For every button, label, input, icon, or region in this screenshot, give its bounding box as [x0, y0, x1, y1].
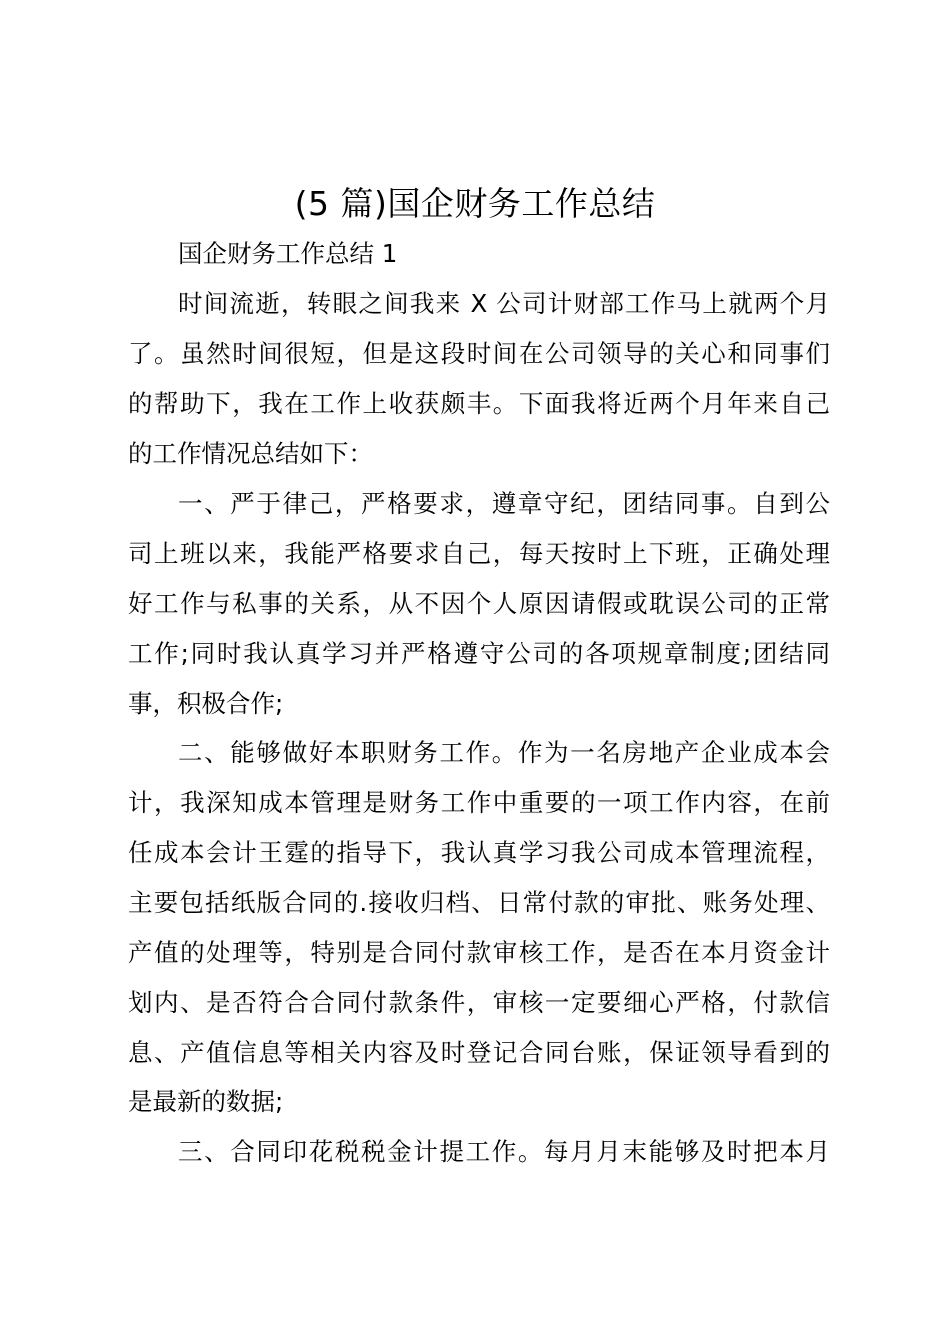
- paragraph-line: 三、合同印花税税金计提工作。每月月末能够及时把本月: [178, 1137, 830, 1166]
- paragraph-line: 时间流逝，转眼之间我来 X 公司计财部工作马上就两个月: [178, 289, 830, 318]
- paragraph-line: 主要包括纸版合同的.接收归档、日常付款的审批、账务处理、: [128, 888, 830, 917]
- paragraph-line: 计，我深知成本管理是财务工作中重要的一项工作内容，在前: [128, 788, 830, 817]
- paragraph-line: 的帮助下，我在工作上收获颇丰。下面我将近两个月年来自己: [128, 389, 830, 418]
- paragraph-line: 事，积极合作;: [128, 689, 284, 718]
- paragraph-line: 了。虽然时间很短，但是这段时间在公司领导的关心和同事们: [128, 339, 830, 368]
- paragraph-line: 息、产值信息等相关内容及时登记合同台账，保证领导看到的: [128, 1038, 830, 1067]
- paragraph-line: 划内、是否符合合同付款条件，审核一定要细心严格，付款信: [128, 988, 830, 1017]
- paragraph-line: 好工作与私事的关系，从不因个人原因请假或耽误公司的正常: [128, 589, 830, 618]
- paragraph-line: 司上班以来，我能严格要求自己，每天按时上下班，正确处理: [128, 539, 830, 568]
- paragraph-line: 二、能够做好本职财务工作。作为一名房地产企业成本会: [178, 738, 830, 767]
- paragraph-line: 任成本会计王霆的指导下，我认真学习我公司成本管理流程，: [128, 838, 830, 867]
- paragraph-line: 的工作情况总结如下：: [128, 439, 373, 468]
- paragraph-line: 工作;同时我认真学习并严格遵守公司的各项规章制度;团结同: [128, 639, 830, 668]
- paragraph-line: 是最新的数据;: [128, 1087, 284, 1116]
- section-heading: 国企财务工作总结 1: [178, 239, 398, 268]
- paragraph-line: 产值的处理等，特别是合同付款审核工作，是否在本月资金计: [128, 938, 830, 967]
- paragraph-line: 一、严于律己，严格要求，遵章守纪，团结同事。自到公: [178, 489, 830, 518]
- document-title: (5 篇)国企财务工作总结: [294, 184, 656, 223]
